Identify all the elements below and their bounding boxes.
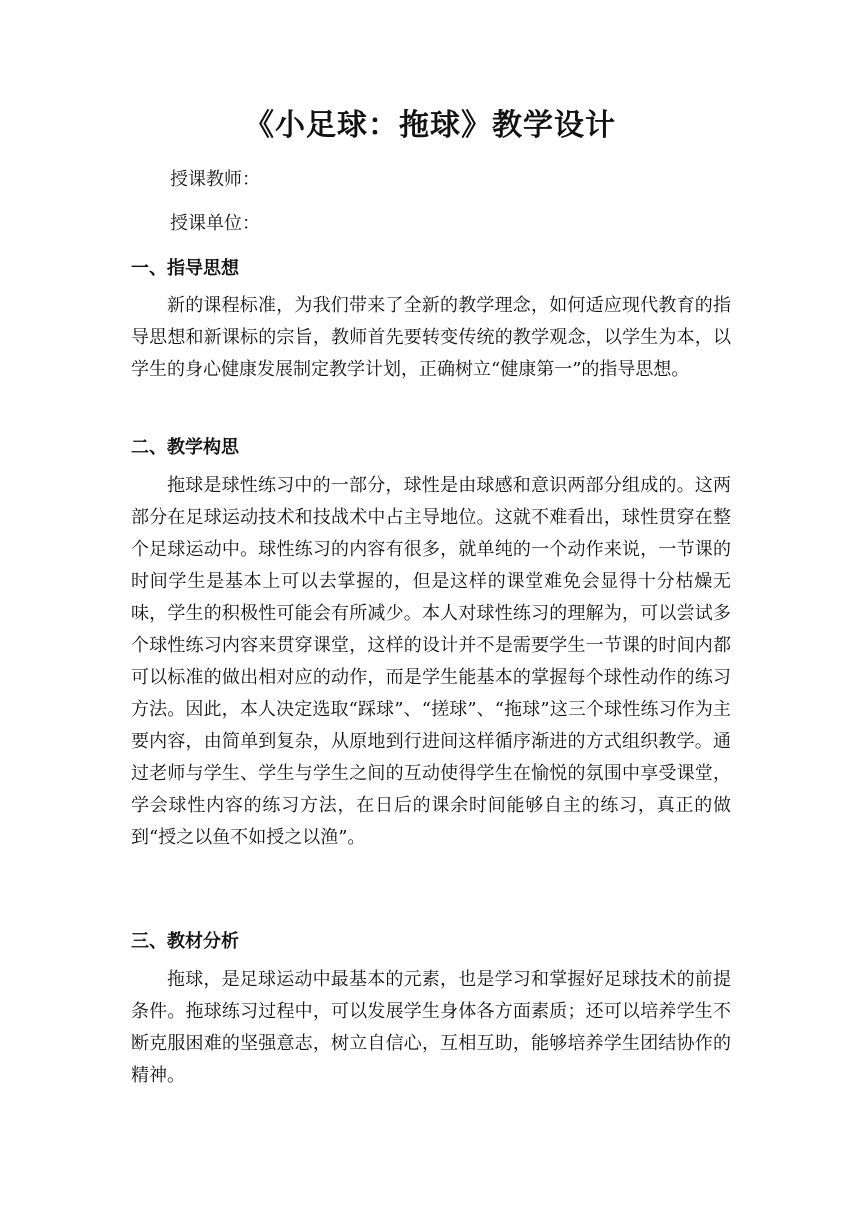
teacher-line: 授课教师： xyxy=(170,169,260,190)
section-paragraph-material-analysis: 拖球，是足球运动中最基本的元素，也是学习和掌握好足球技术的前提条件。拖球练习过程中，可以发展学生身体各方面素质；还可以培养学生不断克服困难的坚强意志，树立自信心，互相互助，能够培养学生团结协作的精神。 xyxy=(131,969,731,1086)
section-heading-teaching-concept: 二、教学构思 xyxy=(131,437,239,458)
section-heading-guiding-thought: 一、指导思想 xyxy=(131,258,239,279)
unit-line: 授课单位： xyxy=(170,213,260,234)
section-paragraph-guiding-thought: 新的课程标准，为我们带来了全新的教学理念，如何适应现代教育的指导思想和新课标的宗旨，教师首先要转变传统的教学观念，以学生为本，以学生的身心健康发展制定教学计划，正确树立“健康第一”的指导思想。 xyxy=(131,295,731,380)
section-paragraph-teaching-concept: 拖球是球性练习中的一部分，球性是由球感和意识两部分组成的。这两部分在足球运动技术和技战术中占主导地位。这就不难看出，球性贯穿在整个足球运动中。球性练习的内容有很多，就单纯的一个动作来说，一节课的时间学生是基本上可以去掌握的，但是这样的课堂难免会显得十分枯燥无味，学生的积极性可能会有所减少。本人对球性练习的理解为，可以尝试多个球性练习内容来贯穿课堂，这样的设计并不是需要学生一节课的时间内都可以标准的做出相对应的动作，而是学生能基本的掌握每个球性动作的练习方法。因此，本人决定选取“踩球”、“搓球”、“拖球”这三个球性练习作为主要内容，由简单到复杂，从原地到行进间这样循序渐进的方式组织教学。通过老师与学生、学生与学生之间的互动使得学生在愉悦的氛围中享受课堂，学会球性内容的练习方法，在日后的课余时间能够自主的练习，真正的做到“授之以鱼不如授之以渔”。 xyxy=(131,475,731,848)
document-title: 《小足球：拖球》教学设计 xyxy=(244,108,616,143)
section-heading-material-analysis: 三、教材分析 xyxy=(131,931,239,952)
